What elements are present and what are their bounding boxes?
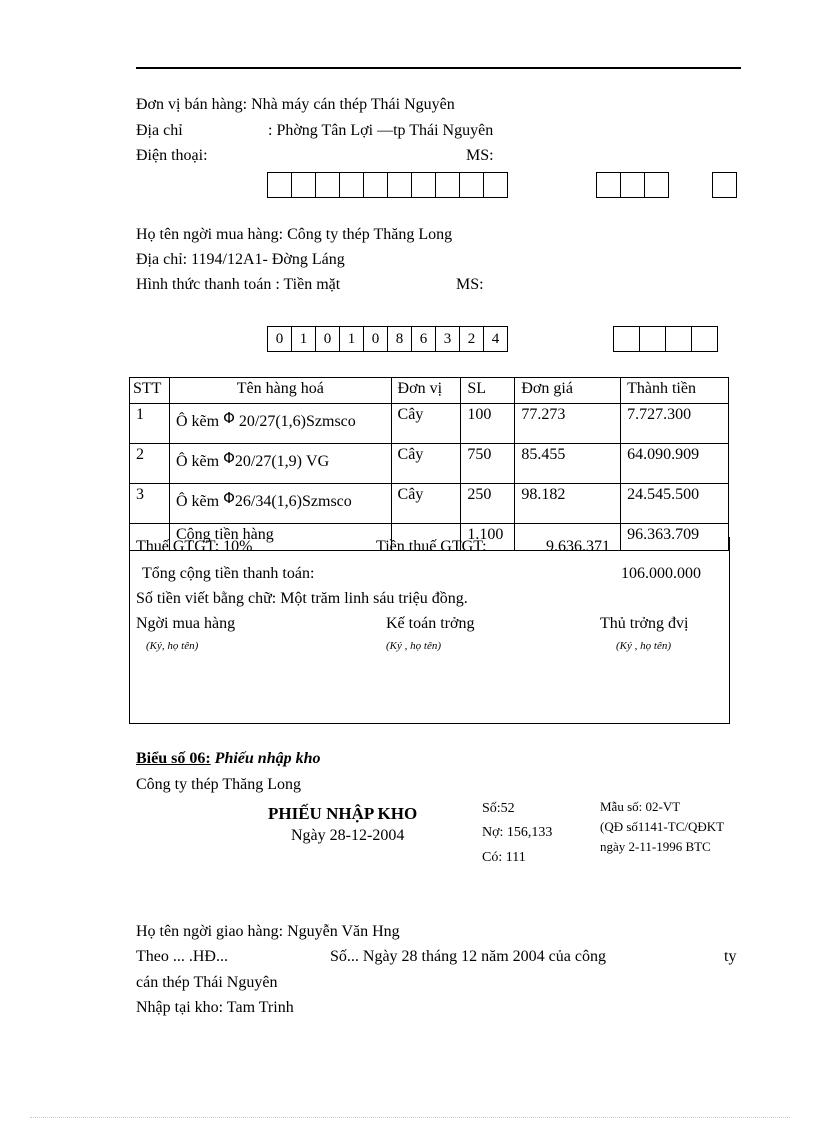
receipt-company: Công ty thép Thăng Long [136,776,302,793]
cell-price: 77.273 [515,404,621,444]
cell-price: 85.455 [515,444,621,484]
buyer-ms-label: MS: [456,276,484,293]
buyer-address: Địa chỉ: 1194/12A1- Đờng Láng [136,251,345,268]
cell-name: Ô kẽm Φ26/34(1,6)Szmsco [169,484,391,524]
seller-phone-label: Điện thoại: [136,147,208,164]
seller-tax-code-boxes [267,172,508,198]
warehouse: Nhập tại kho: Tam Trinh [136,999,294,1016]
tax-digit: 3 [435,326,460,352]
table-row [130,484,729,524]
cell-qty: 100 [461,404,515,444]
cell-unit: Cây [391,484,461,524]
receipt-date: Ngày 28-12-2004 [291,827,405,844]
cell-amount: 64.090.909 [621,444,729,484]
form-number: Biểu số 06: [136,750,211,767]
vat-label: Tiền thuế GTGT: [376,538,487,555]
basis-company: cán thép Thái Nguyên [136,974,278,991]
table-header-row [130,378,729,404]
form-title: Phiếu nhập kho [214,750,321,767]
signature-director: Thủ trởng đvị [600,615,689,632]
tax-digit: 1 [291,326,316,352]
seller-tax-suffix-boxes [596,172,669,198]
seller-address-label: Địa chỉ [136,122,183,139]
cell-stt: 2 [130,444,170,484]
phi-symbol: Φ [223,489,235,507]
col-header-amount: Thành tiền [621,378,729,404]
cell-stt: 1 [130,404,170,444]
decision-date: ngày 2-11-1996 BTC [600,839,711,854]
receipt-title: PHIẾU NHẬP KHO [268,804,418,823]
amount-in-words: Số tiền viết bằng chữ: Một trăm linh sáu triệu đồng. [136,590,468,607]
signature-buyer-note: (Ký, họ tên) [146,640,199,652]
cell-qty: 250 [461,484,515,524]
top-rule [136,67,741,69]
page-bottom-border [30,1117,790,1118]
items-table [129,377,729,551]
col-header-name: Tên hàng hoá [169,378,391,404]
cell-unit: Cây [391,404,461,444]
signature-buyer: Ngời mua hàng [136,615,236,632]
signature-accountant-note: (Ký , họ tên) [386,640,441,652]
seller-check-box [712,172,737,198]
tax-digit: 8 [387,326,412,352]
buyer-tax-code-boxes [267,326,508,352]
tax-digit: 0 [315,326,340,352]
vat-value: 9.636.371 [546,538,610,555]
total-qty: 1.100 [461,524,515,551]
receipt-number: Số:52 [482,801,515,816]
buyer-tax-suffix-boxes [613,326,718,352]
template-number: Mẫu số: 02-VT [600,799,681,814]
seller-address-value: : Phờng Tân Lợi —tp Thái Nguyên [268,122,494,139]
cell-name: Ô kẽm Φ 20/27(1,6)Szmsco [169,404,391,444]
receipt-credit: Có: 111 [482,850,526,865]
tax-digit: 4 [483,326,508,352]
total-amount: 96.363.709 [621,524,729,551]
col-header-stt: STT [130,378,170,404]
vat-rate: Thuế GTGT: 10% [136,538,253,555]
tax-digit: 1 [339,326,364,352]
receipt-debit: Nợ: 156,133 [482,825,553,840]
buyer-payment: Hình thức thanh toán : Tiền mặt [136,276,341,293]
phi-symbol: Φ [223,449,235,467]
cell-price: 98.182 [515,484,621,524]
basis-detail-end: ty [724,948,737,965]
tax-digit: 2 [459,326,484,352]
col-header-price: Đơn giá [515,378,621,404]
buyer-name: Họ tên ngời mua hàng: Công ty thép Thăng Long [136,226,453,243]
tax-digit: 0 [267,326,292,352]
cell-amount: 24.545.500 [621,484,729,524]
table-row [130,404,729,444]
receipt-heading [136,751,320,767]
col-header-unit: Đơn vị [391,378,461,404]
grand-total-label: Tổng cộng tiền thanh toán: [142,565,315,582]
deliverer: Họ tên ngời giao hàng: Nguyễn Văn Hng [136,923,400,940]
grand-total-value: 106.000.000 [621,565,701,582]
seller-unit: Đơn vị bán hàng: Nhà máy cán thép Thái Nguyên [136,96,455,113]
table-row [130,444,729,484]
signature-director-note: (Ký , họ tên) [616,640,671,652]
cell-unit: Cây [391,444,461,484]
cell-name: Ô kẽm Φ20/27(1,9) VG [169,444,391,484]
seller-ms-label: MS: [466,147,494,164]
basis-doc: Theo ... .HĐ... [136,948,228,965]
cell-amount: 7.727.300 [621,404,729,444]
tax-digit: 0 [363,326,388,352]
cell-stt: 3 [130,484,170,524]
decision-ref: (QĐ số1141-TC/QĐKT [600,819,725,834]
total-label: Cộng tiền hàng [169,524,391,551]
cell-qty: 750 [461,444,515,484]
phi-symbol: Φ [223,409,235,427]
tax-digit: 6 [411,326,436,352]
col-header-qty: SL [461,378,515,404]
signature-accountant: Kế toán trởng [386,615,475,632]
basis-detail: Số... Ngày 28 tháng 12 năm 2004 của công [330,948,606,965]
